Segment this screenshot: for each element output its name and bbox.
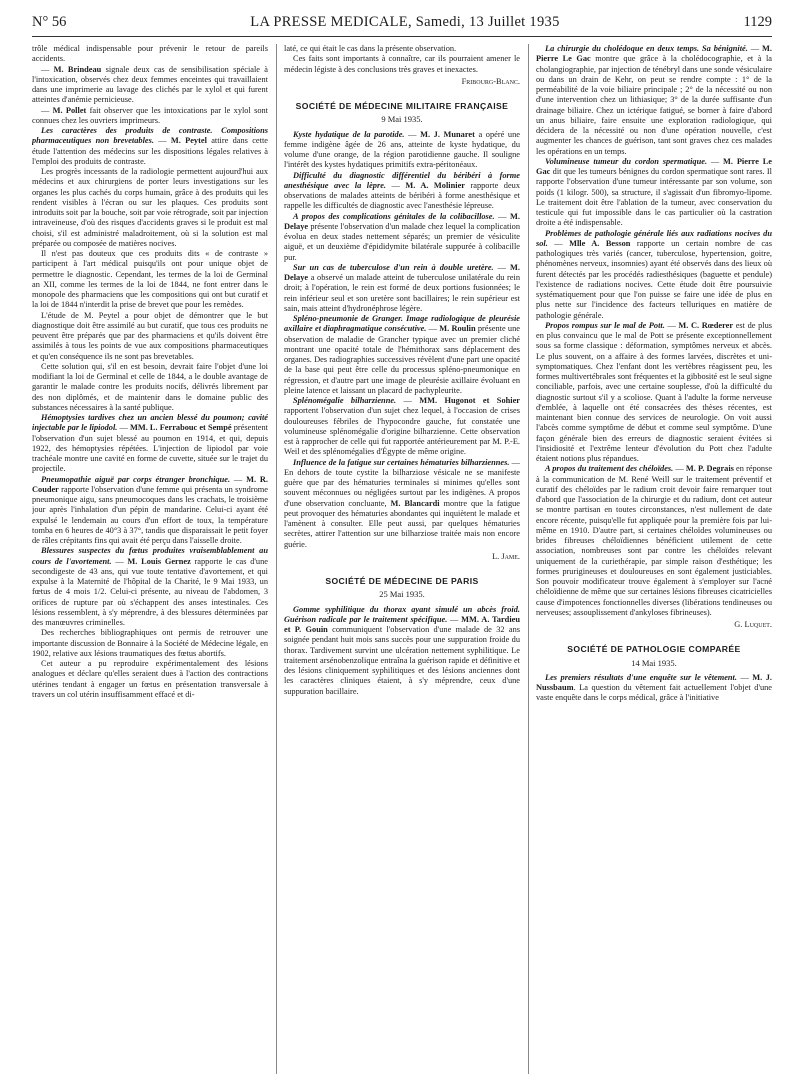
communication-title: La chirurgie du cholédoque en deux temps. Sa bénignité. [545,44,751,53]
author-name: M. C. Rœderer [678,320,734,330]
communication: La chirurgie du cholédoque en deux temps. Sa bénignité. — M. Pierre Le Gac montre que grâce à la cholédocographie, et à la cholangiographie, par injection de ténébryl dans une sonde vésiculaire ou dans un drain de Kehr, on peut se rendre compte : 1° de la perméabilité de la voie biliaire principale ; 2° de la nécessité ou non d'une intervention chez un lithiasique; 3° de la durée suffisante d'un drainage biliaire. Chez un ictérique fatigué, se borner à faire d'abord un anus biliaire, faire ensuite une exploration radiologique, qui décidera de la nécessité ou non d'une opération nouvelle, c'est augmenter les chances de guérison, tant sont graves chez ces malades les opérations en un temps. [536,44,772,156]
communication: Blessures suspectes du fœtus produites vraisemblablement au cours de l'avortement. — M. Louis Gernez rapporte le cas d'une secondigeste de 43 ans, qui vue toute tentative d'avortement, et qui expulse à la Maternité de l'hôpital de la Charité, le 9 Mai 1933, un fœtus de 4 mois 1/2. Celui-ci présente, au niveau de l'abdomen, 3 orifices de rupture par où s'échappent des anses intestinales. Ces lésions ressemblent, à s'y méprendre, à des blessures déterminées par des manœuvres criminelles. [32,546,268,627]
paragraph: Les progrès incessants de la radiologie permettent aujourd'hui aux médecins et aux chirurgiens de porter leurs investigations sur les organes les plus cachés du corps humain, grâce à des produits qui les rendent visibles à l'écran ou sur les plaques. Ces produits sont introduits soit par la bouche, soit par voie rétrograde, soit par injection intraveineuse, d'où des risques d'accidents graves si le produit est mal choisi, s'il est administré maladroitement, où si la solution est mal préparée ou composée de matières nocives. [32,167,268,248]
paragraph: Cette solution qui, s'il en est besoin, devrait faire l'objet d'une loi modifiant la loi de Germinal et celle de 1844, a le double avantage de garantir le malade contre les produits nocifs, délivrés librement par des non diplômés, et de maintenir dans le domaine public des substances nécessaires à la santé publique. [32,361,268,412]
author-name: M. Pollet [52,105,87,115]
communication-title: Kyste hydatique de la parotide. [293,129,409,139]
report-signature: G. Luquet. [734,620,772,629]
author-name: MM. L. Ferrabouc et Sempé [129,423,232,433]
communication: Hémoptysies tardives chez un ancien blessé du poumon; cavité injectable par le lipiodol. — MM. L. Ferrabouc et Sempé présentent l'observation d'un sujet blessé au poumon en 1914, et qui, depuis 1922, des hémoptysies répétées. L'injection de lipiodol par voie trachéale montre une cavité en forme de cuvette, située sur le trajet du projectile. [32,413,268,474]
author-name: M. R. Couder [32,474,268,494]
paragraph: — M. Pollet fait observer que les intoxications par le xylol sont connues chez les ouvriers imprimeurs. [32,105,268,125]
communication-title: Les premiers résultats d'une enquête sur le vêtement. [545,672,741,682]
communication-title: A propos des complications génitales de la colibacillose. [293,211,499,221]
paragraph: Cet auteur a pu reproduire expérimentalement des lésions analogues et déclare qu'elles seraient dues à l'action des contractions utérines tendant à engager un fœtus en présentation transversale à travers un col utérin insuffisamment effacé et di- [32,659,268,699]
society-heading: SOCIÉTÉ DE PATHOLOGIE COMPARÉE [567,644,741,655]
communication: Sur un cas de tuberculose d'un rein à double uretère. — M. Delaye a observé un malade atteint de tuberculose unilatérale du rein droit; à l'opération, le rein est formé de deux portions fusionnées; le rein inférieur seul et son uretère sont bacillaires; le rein supérieur est sain, mais atteint d'hydronéphrose légère. [284,262,520,313]
paragraph: — M. Brindeau signale deux cas de sensibilisation spéciale à l'intoxication, observés chez deux femmes enceintes qui travaillaient dans une imprimerie au lavage des clichés par le xylol et qui furent atteintes d'anémie pernicieuse. [32,64,268,105]
paragraph: Ces faits sont importants à connaître, car ils pourraient amener le médecin légiste à des conclusions très graves et inexactes. [284,54,520,74]
session-date: 14 Mai 1935. [631,657,677,668]
paragraph: trôle médical indispensable pour prévenir le retour de pareils accidents. [32,44,268,64]
communication-title: Hémoptysies tardives chez un ancien blessé du poumon; cavité injectable par le lipiodol. [32,413,268,433]
text-column-2 [284,44,520,1076]
report-signature: L. Jame. [492,551,520,561]
page-header [32,14,772,37]
communication-title: Splénomégalie bilharzienne. [293,396,404,405]
communication-title: Spléno-pneumonie de Granger. Image radiologique de pleurésie axillaire et diaphragmatique consécutive. [284,314,520,334]
communication-title: Pneumopathie aiguë par corps étranger bronchique. [41,474,234,484]
communication: Influence de la fatigue sur certaines hématuries bilharziennes. — En dehors de toute cystite la bilharziose vésicale ne se manifeste guère que par des hématuries terminales si minimes qu'elles sont souvent méconnues ou négligées surtout par les indigènes. A propos d'une observation concluante, M. Blancardi montre que la fatigue peut provoquer des hématuries abondantes qui inquiètent le malade et l'amènent à consulter. Elle peut aussi, par quelques hématuries secrètes, attirer l'attention sur une bilharziose traitée mais non encore guérie. [284,457,520,549]
author-name: M. Blancardi [390,498,440,508]
communication: Volumineuse tumeur du cordon spermatique. — M. Pierre Le Gac dit que les tumeurs bénignes du cordon spermatique sont rares. Il rapporte l'observation d'une tumeur intéressante par son volume, son poids (1 kilogr. 500), sa structure, il s'agissait d'un fibromyo-lipome. Le traitement doit être l'ablation de la tumeur, avec conservation du testicule qui fut impossible dans le cas particulier où la castration droite a été indispensable. [536,156,772,228]
paragraph: Il n'est pas douteux que ces produits dits « de contraste » participent à l'art médical puisqu'ils ont pour unique objet de permettre le diagnostic. Cependant, les termes de la loi de Germinal an XII, comme les termes de la loi de 1844, ne font entrer dans le monopole des pharmaciens que les compositions qui ont but curatif et la loi de 1844 n'interdit la prise de brevet que pour les remèdes. [32,249,268,310]
communication: Problèmes de pathologie générale liés aux radiations nocives du sol. — Mlle A. Besson rapporte un certain nombre de cas pathologiques très variés (cancer, tuberculose, hypertension, goitre, phénomènes nerveux, insomnies) ayant été observés dans des lieux où furent détectés par les procédés radiesthésiques (baguette et pendule) l'existence de radiations nocives. Cette étude doit être poursuivie systématiquement pour que l'on puisse se faire une idée de plus en plus nette sur l'incidence des facteurs telluriques en matière de pathologie générale. [536,228,772,320]
report-signature: Fribourg-Blanc. [461,76,520,86]
communication-title: Propos rompus sur le mal de Pott. [545,320,668,330]
journal-title: LA PRESSE MEDICALE, Samedi, 13 Juillet 1935 [250,14,560,30]
author-name: M. Louis Gernez [127,556,191,566]
communication-title: A propos du traitement des chéloïdes. [545,464,676,474]
communication: Kyste hydatique de la parotide. — M. J. Munaret a opéré une femme indigène âgée de 26 ans, atteinte de kyste hydatique, du volume d'une orange, de la région parotidienne gauche. Il souligne l'intérêt des kystes hydatiques primitifs extra-péritonéaux. [284,129,520,170]
text-column-3 [536,44,772,1076]
communication-title: Les caractères des produits de contraste. Compositions pharmaceutiques non brevetables. [32,126,268,146]
session-date: 25 Mai 1935. [379,589,425,600]
author-name: M. J. Munaret [420,129,475,139]
communication: Pneumopathie aiguë par corps étranger bronchique. — M. R. Couder rapporte l'observation d'une femme qui présenta un syndrome pneumonique aigu, sans pneumocoques dans les crachats, le troisième jour après l'inhalation d'un pépin de mandarine. Celui-ci ayant été expulsé le lendemain au cours d'un effort de toux, la température tomba en 6 heures de 40°3 à 37°, tandis que disparaissait le petit foyer de râles crépitants fins qui avait été perçu dans l'aisselle droite. [32,474,268,545]
communication-title: Problèmes de pathologie générale liés aux radiations nocives du sol. [536,228,772,248]
communication: Les caractères des produits de contraste. Compositions pharmaceutiques non brevetables. — M. Peytel attire dans cette étude l'attention des médecins sur les dispositions légales relatives à l'emploi des produits de contraste. [32,126,268,166]
author-name: Mlle A. Besson [569,238,631,248]
column-divider [276,44,277,1074]
communication: Splénomégalie bilharzienne. — MM. Hugonot et Sohier rapportent l'observation d'un sujet chez lequel, à l'occasion de crises douloureuses fébriles de l'hypocondre gauche, fut constatée une volumineuse splénomégalie d'origine bilharzienne. Cette observation est à rapprocher de celle qui fut rapportée antérieurement par M. P.-E. Weil et des splénomégalies d'Égypte de même origine. [284,396,520,457]
author-name: M. Roulin [439,324,476,334]
author-name: M. Pierre Le Gac [536,44,772,64]
author-name: M. Delaye [284,211,520,231]
paragraph: laté, ce qui était le cas dans la présente observation. [284,44,457,53]
communication: Difficulté du diagnostic différentiel du béribéri à forme anesthésique avec la lèpre. — M. A. Molinier rapporte deux observations de malades atteints de béribéri à forme anesthésique et rappelle les difficultés de diagnostic avec l'anesthésie lépreuse. [284,170,520,211]
column-divider [528,44,529,1074]
author-name: MM. Hugonot et Sohier [419,396,520,405]
communication: A propos du traitement des chéloïdes. — M. P. Degrais en réponse à la communication de M. René Weill sur le traitement préventif et curatif des chéloïdes par le radium croit devoir faire remarquer tout d'abord que l'association de la chirurgie et du radium, dont cet auteur se montre partisan en toutes circonstances, n'est nullement de date encore récente, puisqu'elle fut appliquée pour la première fois par lui-même en 1910. D'autre part, si certaines chéloïdes volumineuses ou brides fibreuses chéloïdiennes bénéficient utilement de cette association, nombreuses sont par contre les chéloïdes relevant uniquement de la curiethérapie, par simple raison d'esthétique; les formes prurigineuses et douloureuses en sont également justiciables. Son pouvoir modificateur trouve également à s'employer sur l'acné chéloïdienne de même que sur certaines lésions fibreuses cicatricielles cause d'impotences fonctionnelles diverses (libérations tendineuses ou nerveuses; assouplissement d'ankyloses fibrineuses). [536,464,772,617]
author-name: M. J. Nussbaum [536,672,772,692]
communication: Gomme syphilitique du thorax ayant simulé un abcès froid. Guérison radicale par le traitement spécifique. — MM. A. Tardieu et P. Gouin communiquent l'observation d'une malade de 32 ans soignée pendant huit mois sans succès pour une suppuration froide du thorax. Tardivement survint une ulcération nettement syphilitique. Le traitement arsénobenzolique entraîna la guérison rapide et définitive et des lésions cliniquement syphilitiques et des lésions anciennes dont les caractères cliniques étaient, à s'y méprendre, ceux d'une suppuration bacillaire. [284,604,520,696]
paragraph: L'étude de M. Peytel a pour objet de démontrer que le but diagnostique doit être assimilé au but curatif, que tous ces produits ne peuvent être préparés que par des pharmaciens et qu'ils doivent être assimilés à tous les points de vue aux compositions pharmaceutiques et qu'en conséquence ils ne sont pas brevetables. [32,310,268,361]
communication: Propos rompus sur le mal de Pott. — M. C. Rœderer est de plus en plus convaincu que le mal de Pott se présente exceptionnellement sous sa forme classique : déformation, symptômes nerveux et abcès. Le plus souvent, on a affaire à des formes larvées, discrètes et uni-symptomatiques. Chez l'enfant dont les vertèbres réagissent peu, les formes multivertébrales sont fréquentes et la gibbosité est le seul signe conciliable, parfois, avec une certaine souplesse, d'où la difficulté du diagnostic surtout s'il y a scoliose. Quant à l'adulte la forme nerveuse d'emblée, à laquelle ont été consacrées des thèses récentes, est maintenant bien connue des services de neurologie. On voit aussi l'abcès comme symptôme de début et comme seul symptôme. D'une façon générale bien des erreurs de diagnostic seraient évitées si l'insidiosité et l'extrême lenteur d'évolution du Pott chez l'adulte étaient notions plus répandues. [536,320,772,463]
page-number: 1129 [743,14,772,30]
communication-title: Sur un cas de tuberculose d'un rein à double uretère. [293,262,498,272]
paragraph: Des recherches bibliographiques ont permis de retrouver une importante discussion de Bonnaire à la Société de Médecine légale, en 1902, relative aux lésions traumatiques des fœtus abortifs. [32,628,268,658]
communication-title: Volumineuse tumeur du cordon spermatique. [545,156,711,166]
communication: Les premiers résultats d'une enquête sur le vêtement. — M. J. Nussbaum. La question du vêtement fait actuellement l'objet d'une vaste enquête dans le corps médical, grâce à l'initiative [536,672,772,703]
communication-title: Gomme syphilitique du thorax ayant simulé un abcès froid. Guérison radicale par le traitement spécifique. [284,604,520,624]
text-column-1 [32,44,268,1076]
communication: Spléno-pneumonie de Granger. Image radiologique de pleurésie axillaire et diaphragmatique consécutive. — M. Roulin présente une observation de maladie de Grancher typique avec un premier cliché montrant une opacité totale de l'hémithorax sans déplacement des organes. Des radiographies successives révèlent d'une part une opacité de la base qui peut être celle du processus spléno-pneumonique en régression, et d'autre part une image de pleurésie axillaire évoluant en pleine latence et laissant un placard de pachypleurite. [284,314,520,395]
communication-title: Blessures suspectes du fœtus produites vraisemblablement au cours de l'avortement. [32,546,268,566]
author-name: M. A. Molinier [405,180,465,190]
session-date: 9 Mai 1935. [381,114,423,125]
communication-title: Difficulté du diagnostic différentiel du béribéri à forme anesthésique avec la lèpre. [284,170,520,190]
society-heading: SOCIÉTÉ DE MÉDECINE MILITAIRE FRANÇAISE [295,101,509,111]
society-heading: SOCIÉTÉ DE MÉDECINE DE PARIS [325,576,479,586]
author-name: M. P. Degrais [685,464,734,474]
communication-title: Influence de la fatigue sur certaines hématuries bilharziennes. [293,457,512,467]
issue-number: N° 56 [32,14,67,30]
author-name: M. Delaye [284,262,520,282]
author-name: M. Peytel [170,136,207,146]
author-name: M. Pierre Le Gac [536,156,772,176]
author-name: MM. A. Tardieu et P. Gouin [284,614,520,634]
communication: A propos des complications génitales de la colibacillose. — M. Delaye présente l'observation d'un malade chez lequel la complication évolua en deux stades nettement séparés; un premier de vésiculite aiguë, et un deuxième d'épididymite bilatérale suppurée à colibacille pur. [284,211,520,262]
author-name: M. Brindeau [53,64,102,74]
